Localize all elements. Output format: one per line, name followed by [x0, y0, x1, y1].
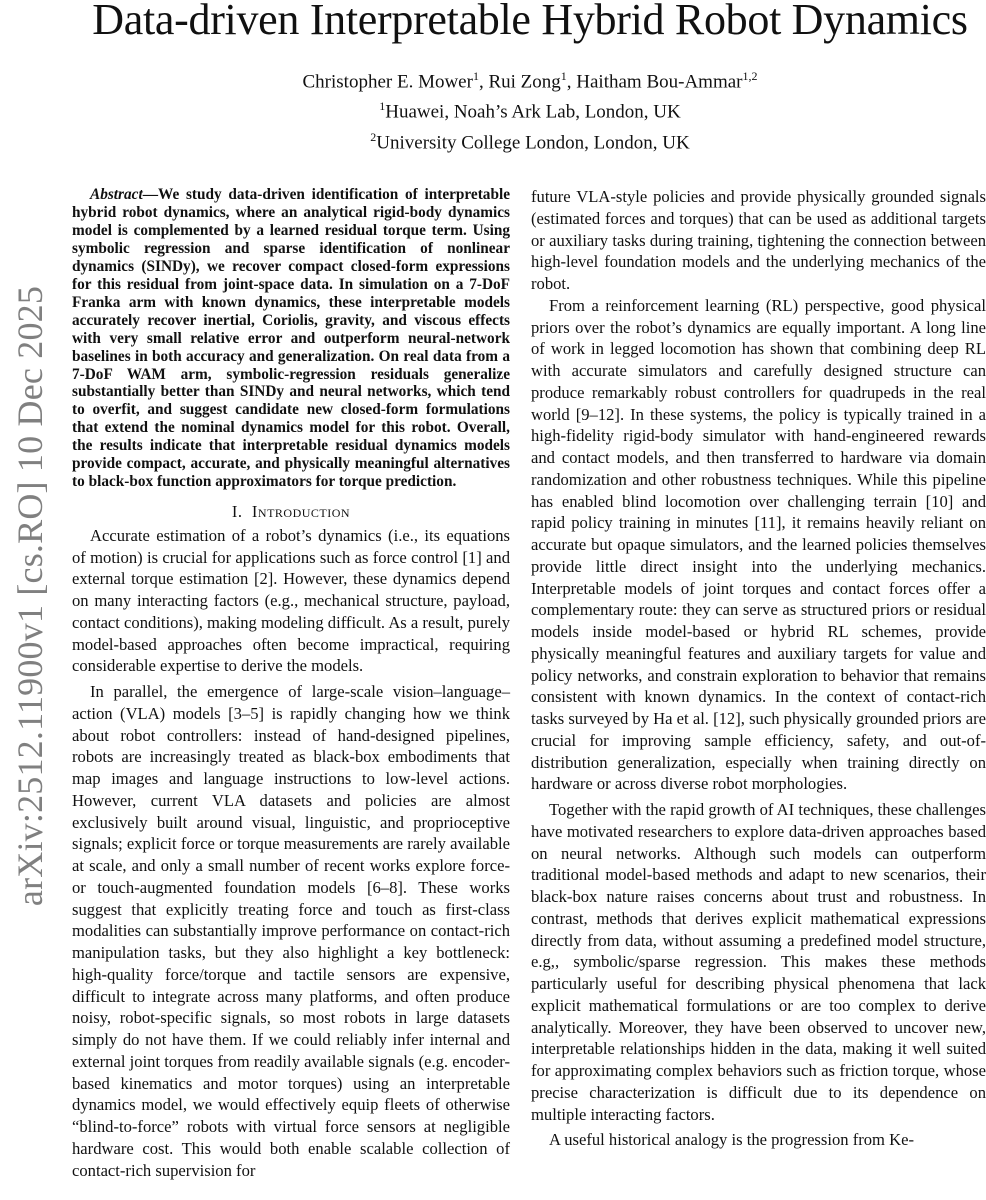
section-title: Introduction: [251, 502, 351, 522]
affiliation-text: University College London, London, UK: [376, 131, 690, 153]
author-name: Rui Zong: [488, 71, 561, 93]
body-paragraph-continuation: future VLA-style policies and provide physically grounded signals (estimated forces and torques) that can be used as additional targets or auxiliary tasks during training, tightening the connection between high-level foundation models and the underlying mechanics of the robot.: [531, 187, 986, 293]
left-column: [72, 186, 510, 1181]
body-paragraph: From a reinforcement learning (RL) perspective, good physical priors over the robot’s dynamics are equally important. A long line of work in legged locomotion has shown that combining deep RL with accurate simulators and carefully designed structure can produce remarkably robust controllers for quadrupeds in the real world [9–12]. In these systems, the policy is typically trained in a high-fidelity rigid-body simulator with hand-engineered rewards and contact models, and then transferred to hardware via domain randomization and other robustness techniques. While this pipeline has enabled blind locomotion over challenging terrain [10] and rapid policy training in minutes [11], it remains heavily reliant on accurate but opaque simulators, and the learned policies themselves provide little direct insight into the underlying mechanics. Interpretable models of joint torques and contact forces offer a complementary route: they can serve as structured priors or residual models inside model-based or hybrid RL schemes, provide physically meaningful features and auxiliary targets for value and policy networks, and constrain exploration to behavior that remains consistent with known dynamics. In the context of contact-rich tasks surveyed by Ha et al. [12], such physically grounded priors are crucial for improving sample efficiency, safety, and out-of-distribution generalization, especially when training directly on hardware or across diverse robot morphologies.: [531, 295, 986, 794]
author-name: Christopher E. Mower: [302, 71, 473, 93]
paper-title: Data-driven Interpretable Hybrid Robot Dynamics: [92, 0, 968, 44]
right-column: [531, 186, 986, 1151]
affiliation: [0, 94, 986, 124]
affiliation-text: Huawei, Noah’s Ark Lab, London, UK: [385, 101, 681, 123]
affiliation-mark: 2: [370, 129, 377, 144]
abstract-text: —We study data-driven identification of interpretable hybrid robot dynamics, where an analytical rigid-body dynamics model is complemented by a learned residual torque term. Using symbolic regression and sparse identification of nonlinear dynamics (SINDy), we recover compact closed-form expressions for this residual from joint-space data. In simulation on a 7-DoF Franka arm with known dynamics, these interpretable models accurately recover inertial, Coriolis, gravity, and viscous effects with very small relative error and outperform neural-network baselines in both accuracy and generalization. On real data from a 7-DoF WAM arm, symbolic-regression residuals generalize substantially better than SINDy and neural networks, which tend to overfit, and suggest candidate new closed-form formulations that extend the nominal dynamics model for this robot. Overall, the results indicate that interpretable residual dynamics models provide compact, accurate, and physically meaningful alternatives to black-box function approximators for torque prediction.: [72, 186, 510, 491]
affiliation-mark: 1: [379, 99, 386, 114]
arxiv-identifier-stamp: arXiv:2512.11900v1 [cs.RO] 10 Dec 2025: [10, 285, 50, 907]
author-affil-mark: 1,2: [742, 69, 758, 83]
body-paragraph: In parallel, the emergence of large-scale vision–language–action (VLA) models [3–5] is rapidly changing how we think about robot controllers: instead of hand-designed pipelines, robots are increasingly treated as black-box embodiments that map images and language instructions to low-level actions. However, current VLA datasets and policies are almost exclusively built around visual, linguistic, and proprioceptive signals; explicit force or torque measurements are rarely available at scale, and only a small number of recent works explore force- or touch-augmented foundation models [6–8]. These works suggest that explicitly treating force and touch as first-class modalities can substantially improve performance on contact-rich manipulation tasks, but they also highlight a key bottleneck: high-quality force/torque and tactile sensors are expensive, difficult to integrate across many platforms, and often produce noisy, robot-specific signals, so most robots in large datasets simply do not have them. If we could reliably infer internal and external joint torques from readily available signals (e.g. encoder-based kinematics and motor torques) using an interpretable dynamics model, we would effectively equip fleets of otherwise “blind-to-force” robots with virtual force sensors at negligible hardware cost. This would both enable scalable collection of contact-rich supervision for: [72, 682, 510, 1180]
author-block: [0, 64, 986, 155]
author-list: Christopher E. Mower$^1$, Rui Zong$^1$, Haitham Bou-Ammar$^{1,2}$: [302, 69, 758, 93]
abstract-label: Abstract: [90, 186, 143, 203]
body-paragraph: Together with the rapid growth of AI techniques, these challenges have motivated researchers to explore data-driven approaches based on neural networks. Although such models can outperform traditional model-based methods and adapt to new scenarios, their black-box nature raises concerns about trust and robustness. In contrast, methods that derives explicit mathematical expressions directly from data, without assuming a predefined model structure, e.g,, symbolic/sparse regression. This makes these methods particularly useful for describing physical phenomena that lack explicit mathematical formulations or are too complex to derive analytically. Moreover, they have been observed to uncover new, interpretable relationships hidden in the data, making it well suited for approximating complex behaviors such as friction torque, whose precise characterization is difficult due to its dependence on multiple interacting factors.: [531, 800, 986, 1124]
author-name: Haitham Bou-Ammar: [576, 71, 743, 93]
affiliation: [0, 125, 986, 155]
section-heading-introduction: [72, 501, 510, 523]
author-affil-mark: 1: [560, 69, 567, 83]
abstract: [72, 186, 510, 491]
author-affil-mark: 1: [472, 69, 479, 83]
body-paragraph: Accurate estimation of a robot’s dynamics (i.e., its equations of motion) is crucial for applications such as force control [1] and external torque estimation [2]. However, these dynamics depend on many interacting factors (e.g., mechanical structure, payload, contact conditions), making modeling difficult. As a result, purely model-based approaches often become impractical, requiring considerable expertise to derive the models.: [72, 525, 510, 676]
body-paragraph: A useful historical analogy is the progression from Ke-: [549, 1130, 914, 1150]
section-number: I.: [231, 502, 243, 522]
